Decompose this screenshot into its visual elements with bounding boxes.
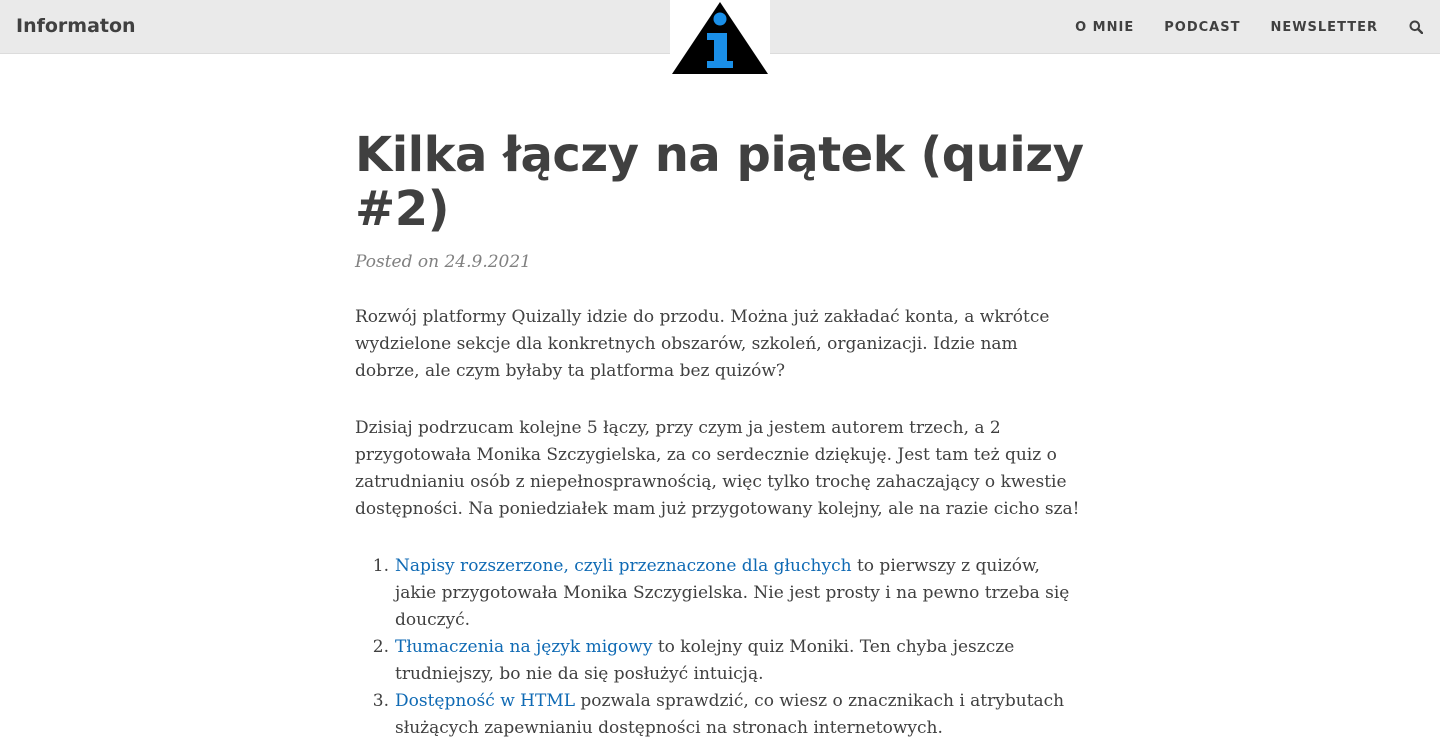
list-item-body: [395, 634, 1085, 688]
list-item-text: pozwala sprawdzić, co wiesz o znacznikach i atrybutach służących zapewnianiu dostępności na stronach internetowych.: [395, 691, 1065, 738]
nav-link-newsletter[interactable]: NEWSLETTER: [1270, 19, 1378, 35]
post-title: Kilka łączy na piątek (quizy #2): [355, 127, 1084, 237]
list-item: [355, 688, 1085, 742]
info-logo-icon: [670, 0, 770, 76]
site-logo[interactable]: [670, 0, 770, 76]
search-icon: [1409, 20, 1423, 34]
nav-link-podcast[interactable]: PODCAST: [1164, 19, 1241, 35]
list-item-body: [395, 688, 1085, 742]
post-paragraph-2: Dzisiaj podrzucam kolejne 5 łączy, przy czym ja jestem autorem trzech, a 2 przygotowała Monika Szczygielska, za co serdecznie dziękuję. Jest tam też quiz o zatrudnianiu osób z niepełnosprawnością, więc tylko trochę zahaczający o kwestie dostępności. Na poniedziałek mam już przygotowany kolejny, ale na razie cicho sza!: [355, 418, 1080, 519]
top-navbar: [0, 0, 1440, 54]
post-article: [355, 128, 1085, 742]
quiz-link-dostepnosc-html[interactable]: Dostępność w HTML: [395, 691, 576, 711]
quiz-link-napisy[interactable]: Napisy rozszerzone, czyli przeznaczone dla głuchych: [395, 556, 852, 576]
list-item-number: 3.: [372, 691, 389, 711]
nav-link-o-mnie[interactable]: O MNIE: [1075, 19, 1135, 35]
quiz-link-list: [355, 553, 1085, 742]
list-item-text: to pierwszy z quizów, jakie przygotowała Monika Szczygielska. Nie jest prosty i na pewno trzeba się douczyć.: [395, 556, 1070, 630]
quiz-link-jezyk-migowy[interactable]: Tłumaczenia na język migowy: [395, 637, 653, 657]
list-item: [355, 634, 1085, 688]
list-item: [355, 553, 1085, 634]
main-nav: [1075, 0, 1440, 54]
list-item-number: 2.: [372, 637, 389, 657]
site-brand-link[interactable]: Informaton: [16, 15, 136, 37]
list-item-body: [395, 553, 1085, 634]
list-item-number: 1.: [372, 556, 389, 576]
post-paragraph-1: Rozwój platformy Quizally idzie do przodu. Można już zakładać konta, a wkrótce wydzielone sekcje dla konkretnych obszarów, szkoleń, organizacji. Idzie nam dobrze, ale czym byłaby ta platforma bez quizów?: [355, 307, 1050, 381]
search-button[interactable]: [1408, 19, 1424, 35]
post-date: Posted on 24.9.2021: [355, 252, 531, 272]
list-item-text: to kolejny quiz Moniki. Ten chyba jeszcze trudniejszy, bo nie da się posłużyć intuicją.: [395, 637, 1015, 684]
